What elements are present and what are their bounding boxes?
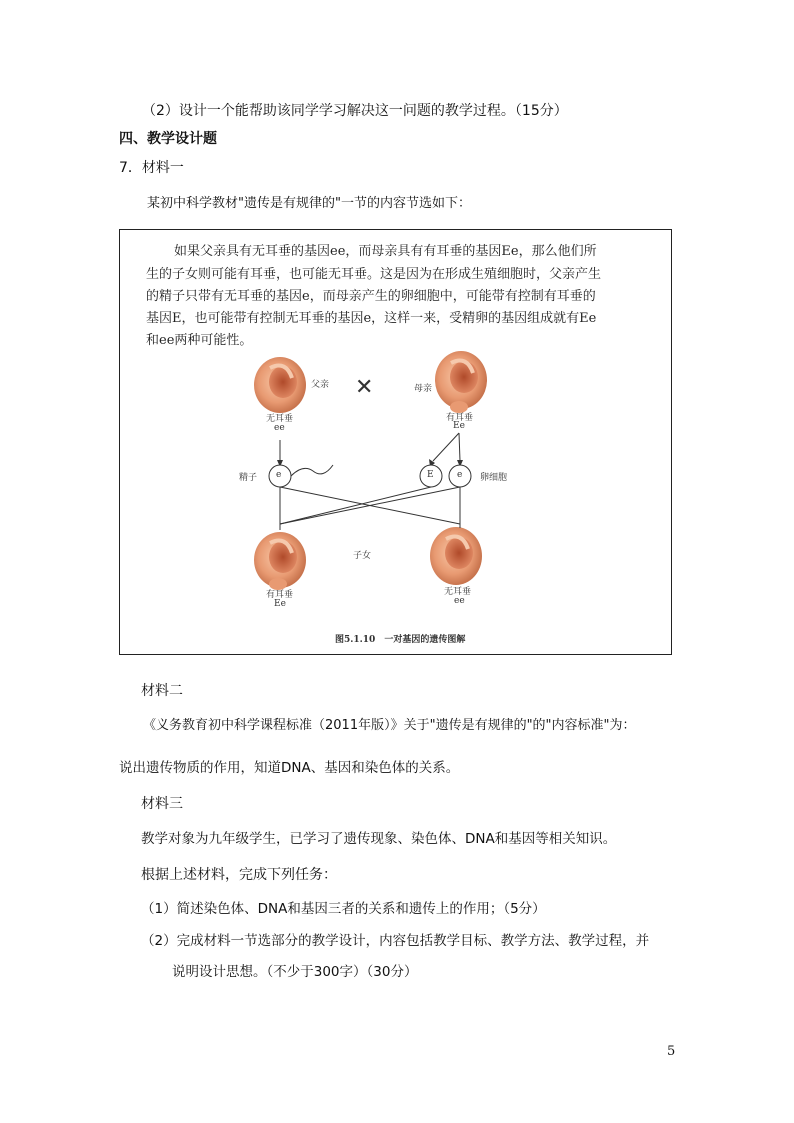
child-1-trait: 有耳垂 — [266, 590, 294, 600]
excerpt-line: 的精子只带有无耳垂的基因e，而母亲产生的卵细胞中，可能带有控制有耳垂的 — [146, 289, 596, 304]
mother-ear-image — [435, 351, 487, 413]
offspring-label: 子女 — [353, 551, 372, 561]
mother-arrow-right — [459, 433, 460, 461]
mother-arrow-left — [433, 433, 459, 461]
child-1-genotype: Ee — [274, 599, 286, 609]
sperm-label: 精子 — [239, 473, 258, 483]
mother-genotype: Ee — [453, 421, 465, 431]
material-3-label: 材料三 — [141, 796, 183, 812]
child-2-genotype: ee — [454, 596, 465, 606]
father-ear-image — [254, 357, 306, 413]
egg-label: 卵细胞 — [480, 473, 508, 483]
question-7-label: 7．材料一 — [119, 160, 184, 176]
father-label: 父亲 — [311, 380, 330, 390]
child-1-ear-image — [254, 532, 306, 590]
section-title: 四、教学设计题 — [119, 131, 217, 147]
excerpt-line: 生的子女则可能有耳垂，也可能无耳垂。这是因为在形成生殖细胞时，父亲产生 — [146, 267, 602, 282]
father-genotype: ee — [274, 423, 285, 433]
excerpt-box — [119, 229, 672, 655]
task-1: （1）简述染色体、DNA和基因三者的关系和遗传上的作用；（5分） — [141, 901, 546, 917]
material-2-label: 材料二 — [141, 683, 183, 699]
mother-trait: 有耳垂 — [446, 413, 474, 423]
sperm-gene: e — [276, 470, 282, 480]
cross-icon: ✕ — [355, 375, 374, 400]
material-3-text: 教学对象为九年级学生，已学习了遗传现象、染色体、DNA和基因等相关知识。 — [141, 831, 617, 847]
question-part-2: （2）设计一个能帮助该同学学习解决这一问题的教学过程。（15分） — [142, 103, 568, 119]
page-number: 5 — [667, 1044, 676, 1059]
material-2-line-2: 说出遗传物质的作用，知道DNA、基因和染色体的关系。 — [119, 760, 460, 776]
figure-caption: 图5.1.10 一对基因的遗传图解 — [335, 635, 466, 645]
task-2-line-1: （2）完成材料一节选部分的教学设计，内容包括教学目标、教学方法、教学过程，并 — [141, 933, 650, 949]
child-2-trait: 无耳垂 — [444, 587, 472, 597]
material-2-line-1: 《义务教育初中科学课程标准（2011年版）》关于"遗传是有规律的"的"内容标准"为： — [143, 718, 636, 733]
mother-label: 母亲 — [414, 384, 433, 394]
task-intro: 根据上述材料，完成下列任务： — [141, 867, 337, 883]
egg-gene-2: e — [457, 470, 463, 480]
task-2-line-2: 说明设计思想。（不少于300字）（30分） — [172, 964, 418, 980]
inheritance-diagram — [120, 230, 673, 656]
child-2-ear-image — [430, 527, 482, 585]
excerpt-line: 如果父亲具有无耳垂的基因ee，而母亲具有有耳垂的基因Ee，那么他们所 — [174, 244, 597, 259]
material-1-intro: 某初中科学教材"遗传是有规律的"一节的内容节选如下： — [147, 196, 471, 211]
excerpt-line: 和ee两种可能性。 — [146, 333, 253, 348]
egg-gene-1: E — [427, 470, 434, 480]
father-trait: 无耳垂 — [266, 414, 294, 424]
sperm-tail — [291, 465, 333, 476]
excerpt-line: 基因E，也可能带有控制无耳垂的基因e，这样一来，受精卵的基因组成就有Ee — [146, 311, 597, 326]
